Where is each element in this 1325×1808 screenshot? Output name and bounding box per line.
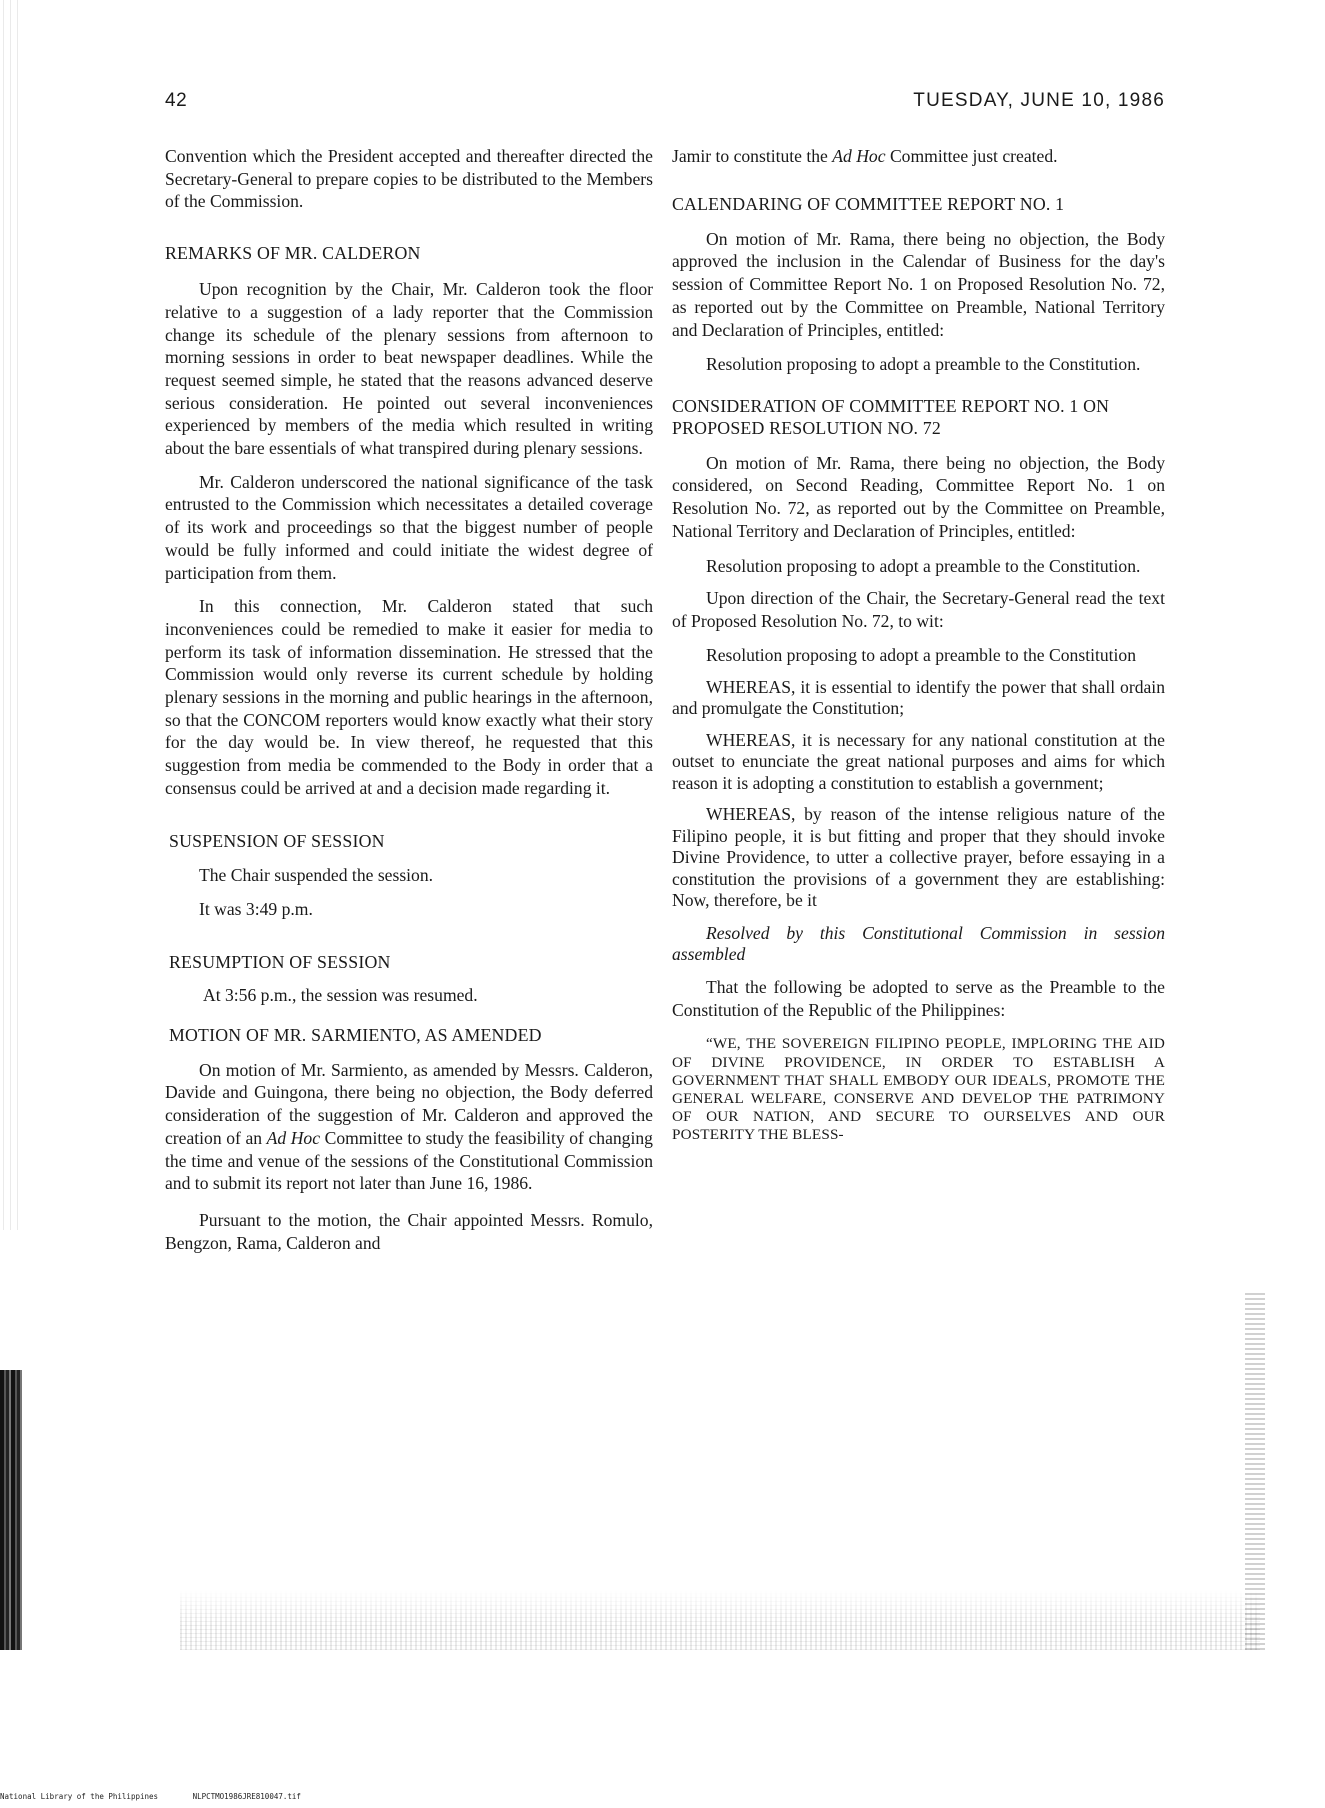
paragraph-remarks-2: Mr. Calderon underscored the national significance of the task entrusted to the Commission which necessitates a detailed coverage of its work and proceedings so that the biggest number of people would be fully informed and could initiate the widest degree of participation from them. bbox=[165, 471, 653, 583]
quote-whereas-2: WHEREAS, it is necessary for any national constitution at the outset to enunciate the great national purposes and aims for which reason it is adopting a constitution to establish a government; bbox=[672, 729, 1165, 793]
paragraph-motion-1 bbox=[165, 1059, 653, 1195]
paragraph-convention: Convention which the President accepted and thereafter directed the Secretary-General to prepare copies to be distributed to the Members of the Commission. bbox=[165, 146, 653, 212]
paragraph-direction: Upon direction of the Chair, the Secretary-General read the text of Proposed Resolution No. 72, to wit: bbox=[672, 588, 1165, 631]
quote-whereas-3: WHEREAS, by reason of the intense religious nature of the Filipino people, it is but fitting and proper that they should invoke Divine Providence, to utter a collective prayer, before essaying in a constitution the provisions of a government they are establishing: Now, therefore, be it bbox=[672, 804, 1165, 911]
paragraph-suspension-1: The Chair suspended the session. bbox=[199, 864, 434, 885]
heading-consideration: CONSIDERATION OF COMMITTEE REPORT NO. 1 ON PROPOSED RESOLUTION NO. 72 bbox=[672, 395, 1110, 438]
heading-suspension: SUSPENSION OF SESSION bbox=[169, 830, 385, 851]
heading-motion: MOTION OF MR. SARMIENTO, AS AMENDED bbox=[169, 1024, 542, 1045]
page-header bbox=[165, 90, 1165, 120]
quote-resolution-1: Resolution proposing to adopt a preamble to the Constitution. bbox=[706, 354, 1141, 375]
binding-shadow bbox=[0, 1370, 22, 1650]
scan-footer bbox=[0, 1792, 1325, 1801]
jamir-text-b: Committee just created. bbox=[885, 146, 1058, 166]
paragraph-following: That the following be adopted to serve as the Preamble to the Constitution of the Republic of the Philippines: bbox=[672, 976, 1165, 1020]
paragraph-calendaring: On motion of Mr. Rama, there being no objection, the Body approved the inclusion in the Calendar of Business for the day's session of Committee Report No. 1 on Proposed Resolution No. 72, as reported out by the Committee on Preamble, National Territory and Declaration of Principles, entitled: bbox=[672, 228, 1165, 340]
page-number: 42 bbox=[165, 90, 188, 111]
paragraph-resumption: At 3:56 p.m., the session was resumed. bbox=[203, 984, 478, 1005]
paragraph-suspension-2: It was 3:49 p.m. bbox=[199, 899, 313, 920]
quote-whereas-1: WHEREAS, it is essential to identify the power that shall ordain and promulgate the Constitution; bbox=[672, 676, 1165, 719]
paragraph-motion-2: Pursuant to the motion, the Chair appointed Messrs. Romulo, Bengzon, Rama, Calderon and bbox=[165, 1209, 653, 1253]
quote-resolution-3: Resolution proposing to adopt a preamble to the Constitution bbox=[706, 645, 1137, 666]
page-date: TUESDAY, JUNE 10, 1986 bbox=[913, 90, 1165, 111]
heading-calendaring: CALENDARING OF COMMITTEE REPORT NO. 1 bbox=[672, 193, 1065, 214]
motion-text-b: Committee to study the feasibility of changing the time and venue of the sessions of the Constitutional Commission and to submit its report not later than June 16, 1986. bbox=[165, 1127, 653, 1194]
heading-remarks: REMARKS OF MR. CALDERON bbox=[165, 243, 421, 264]
left-column bbox=[165, 145, 653, 1254]
motion-text-italic: Ad Hoc bbox=[266, 1127, 321, 1148]
footer-library: National Library of the Philippines bbox=[0, 1792, 159, 1801]
paragraph-remarks-1: Upon recognition by the Chair, Mr. Calderon took the floor relative to a suggestion of a lady reporter that the Commission change its schedule of the plenary sessions from afternoon to morning sessions in order to beat newspaper deadlines. While the request seemed simple, he stated that the reasons advanced deserve serious consideration. He pointed out several inconveniences experienced by members of the media which resulted in writing about the bare essentials of what transpired during plenary sessions. bbox=[165, 279, 653, 459]
resolved-clause: Resolved by this Constitutional Commission in session assembled bbox=[672, 922, 1165, 965]
motion-text-a: On motion of Mr. Sarmiento, as amended by Messrs. Calderon, Davide and Guingona, there being no objection, the Body deferred consideration of the suggestion of Mr. Calderon and approved the creation of an bbox=[165, 1059, 653, 1148]
footer-file: NLPCTMO1986JRE810047.tif bbox=[192, 1792, 301, 1801]
jamir-text-italic: Ad Hoc bbox=[832, 146, 886, 166]
scan-artifact-bottom bbox=[180, 1590, 1260, 1650]
paragraph-jamir bbox=[672, 145, 1165, 168]
scan-artifact-left bbox=[0, 0, 18, 1230]
paragraph-consideration: On motion of Mr. Rama, there being no objection, the Body considered, on Second Reading, Committee Report No. 1 on Resolution No. 72, as reported out by the Committee on Preamble, National Territory and Declaration of Principles, entitled: bbox=[672, 452, 1165, 541]
preamble-text: “WE, THE SOVEREIGN FILIPINO PEOPLE, IMPLORING THE AID OF DIVINE PROVIDENCE, IN ORDER TO ESTABLISH A GOVERNMENT THAT SHALL EMBODY OUR IDEALS, PROMOTE THE GENERAL WELFARE, CONSERVE AND DEVELOP THE PATRIMONY OF OUR NATION, AND SECURE TO OURSELVES AND OUR POSTERITY THE BLESS- bbox=[672, 1035, 1165, 1144]
heading-resumption: RESUMPTION OF SESSION bbox=[169, 951, 391, 972]
quote-resolution-2: Resolution proposing to adopt a preamble to the Constitution. bbox=[706, 555, 1141, 576]
jamir-text-a: Jamir to constitute the bbox=[672, 146, 833, 166]
right-column bbox=[672, 145, 1165, 1145]
paragraph-remarks-3: In this connection, Mr. Calderon stated that such inconveniences could be remedied to make it easier for media to perform its task of information dissemination. He stressed that the Commission would only reverse its current schedule by holding plenary sessions in the morning and public hearings in the afternoon, so that the CONCOM reporters would know exactly what their story for the day would be. In view thereof, he requested that this suggestion from media be commended to the Body in order that a consensus could be arrived at and a decision made regarding it. bbox=[165, 596, 653, 798]
